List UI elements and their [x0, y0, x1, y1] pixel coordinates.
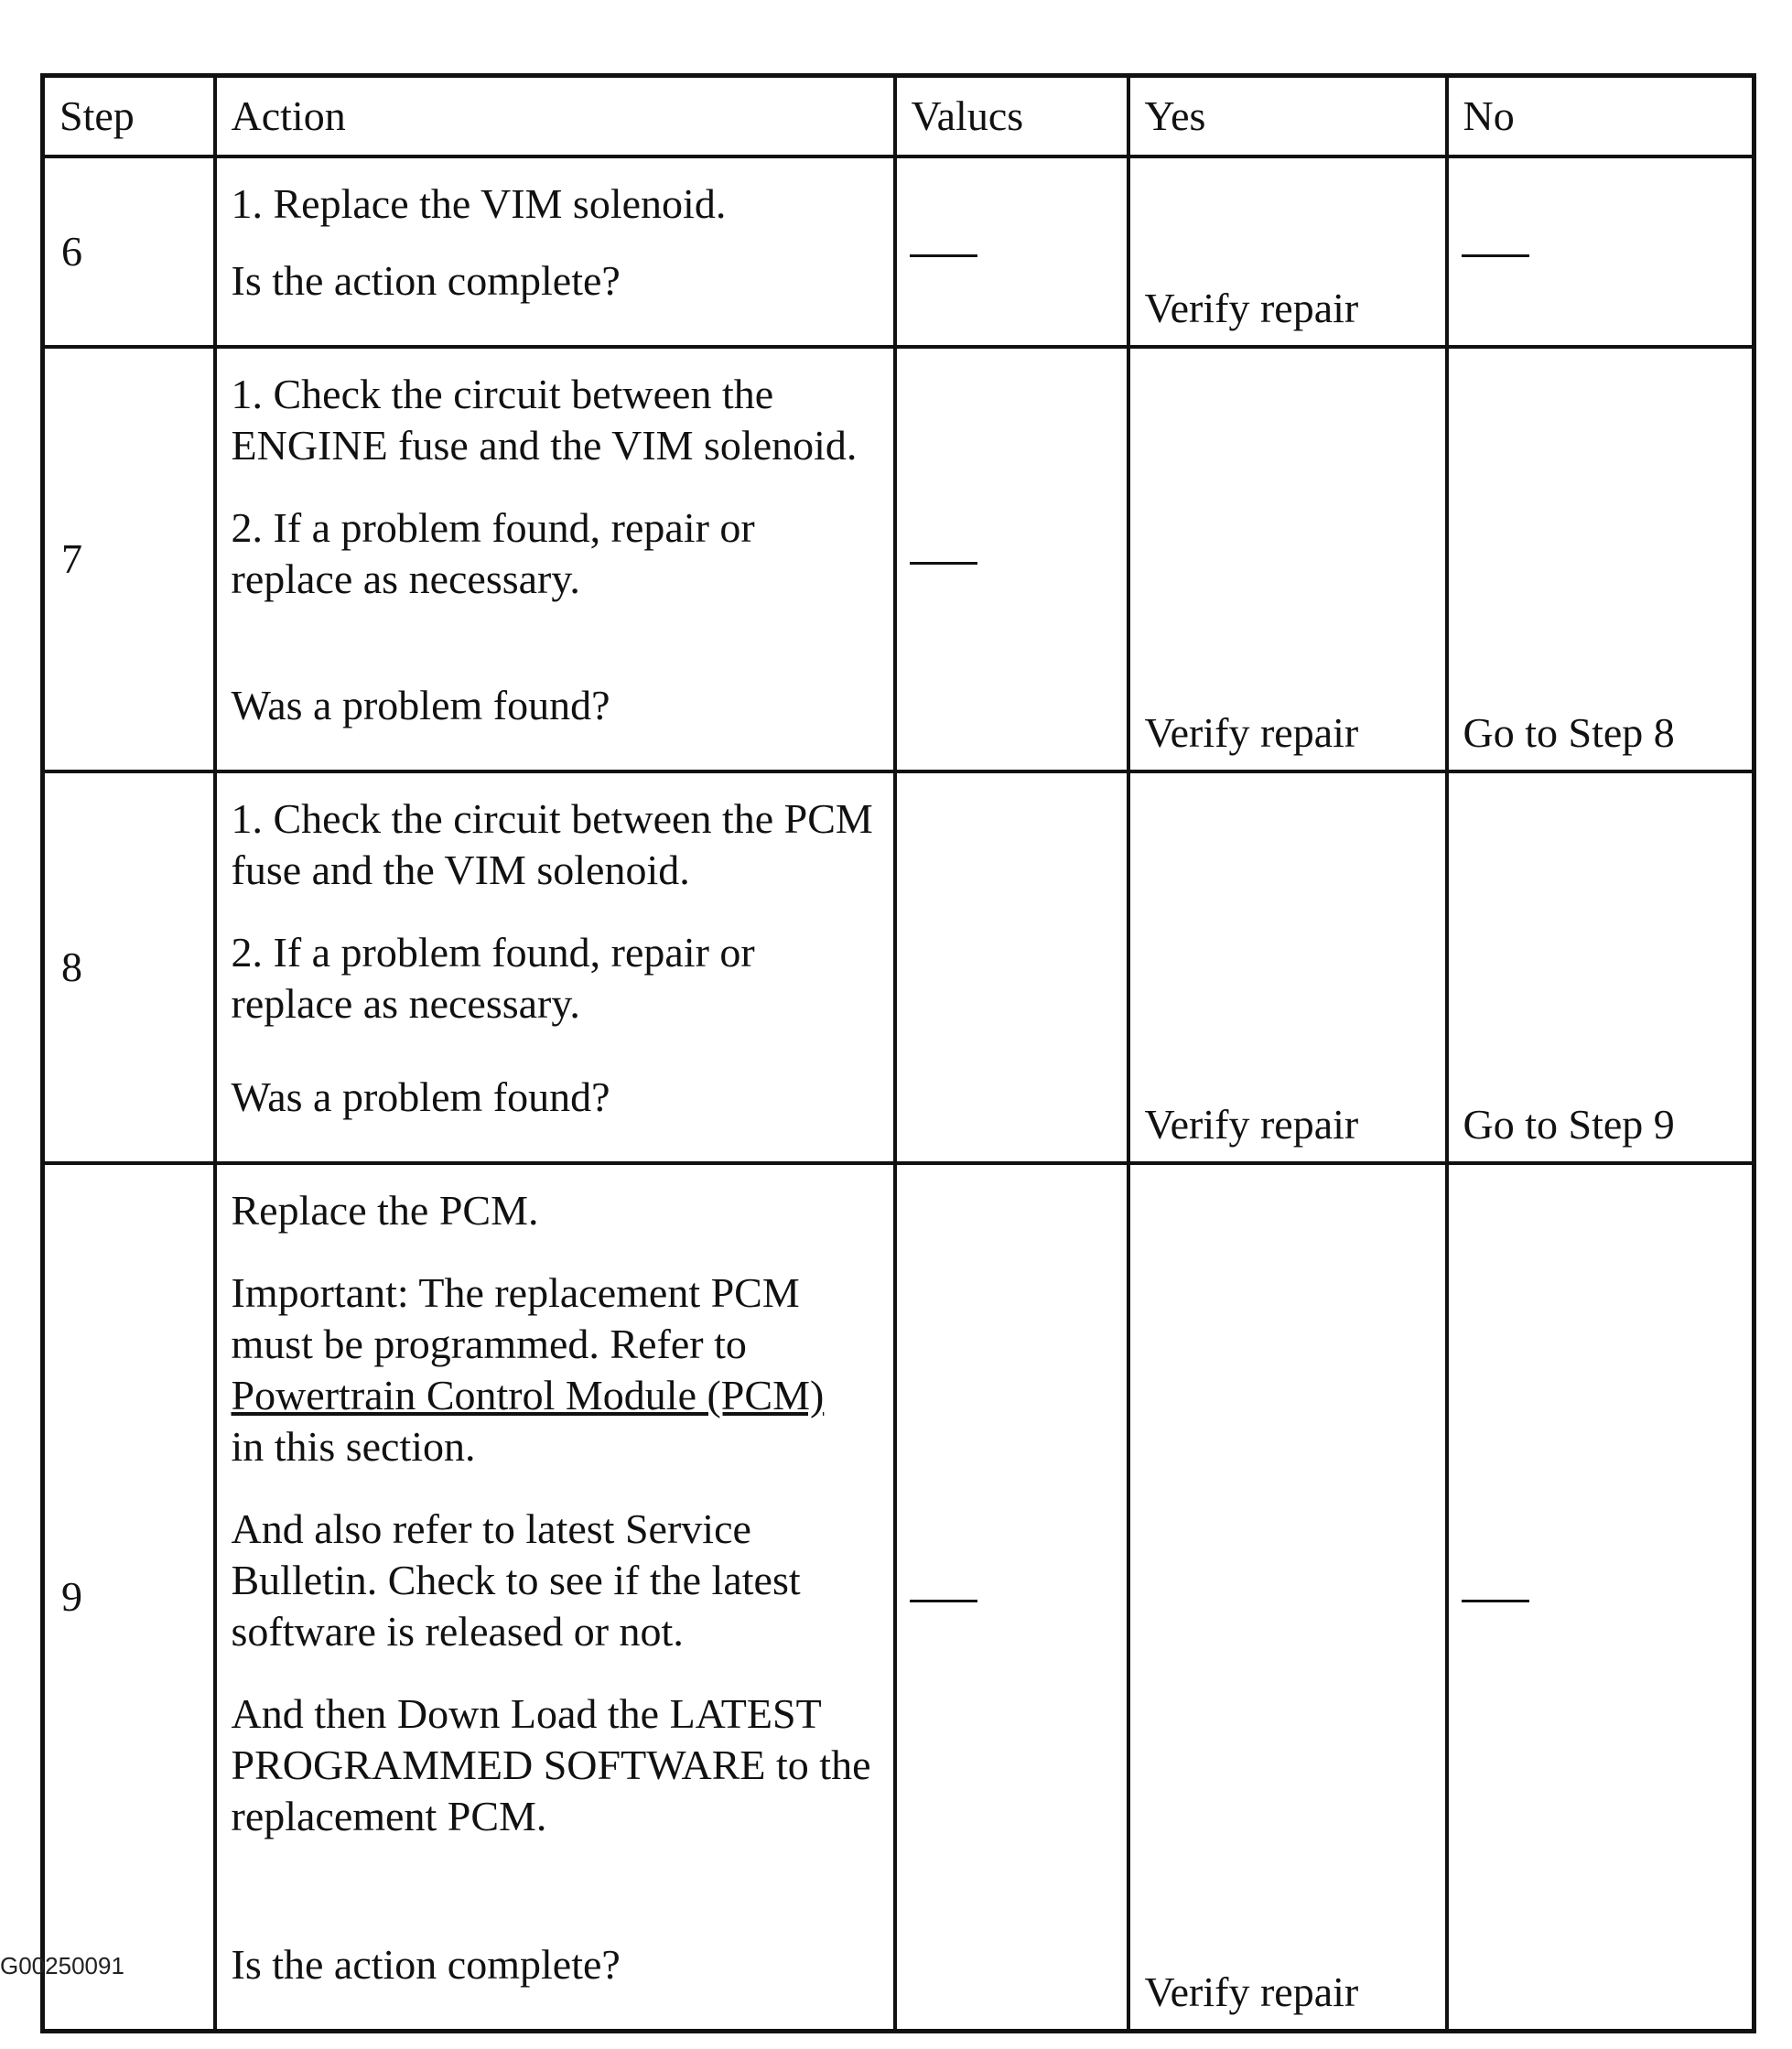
step-number: 6: [43, 156, 215, 347]
step-number: 7: [43, 347, 215, 771]
action-cell: [215, 771, 895, 1163]
action-text: And then Down Load the LATEST PROGRAMMED SOFTWARE to the replacement PCM.: [231, 1690, 871, 1839]
values-cell: [895, 771, 1128, 1163]
header-row: [43, 76, 1754, 157]
no-cell: Go to Step 9: [1447, 771, 1754, 1163]
table-row: [43, 347, 1754, 771]
yes-cell: Verify repair: [1128, 1163, 1447, 2032]
header-no: No: [1447, 76, 1754, 157]
yes-cell: Verify repair: [1128, 156, 1447, 347]
action-text: 1. Check the circuit between the ENGINE fuse and the VIM solenoid.: [231, 371, 858, 469]
header-yes: Yes: [1128, 76, 1447, 157]
action-text: 2. If a problem found, repair or replace as necessary.: [231, 504, 755, 602]
values-cell: [895, 156, 1128, 347]
yes-cell: Verify repair: [1128, 771, 1447, 1163]
action-question: Is the action complete?: [231, 257, 621, 304]
reference-suffix: in this section.: [231, 1423, 476, 1470]
no-cell: Go to Step 8: [1447, 347, 1754, 771]
diagnostic-table: [40, 73, 1756, 2033]
header-action: Action: [215, 76, 895, 157]
values-cell: [895, 1163, 1128, 2032]
action-cell: [215, 1163, 895, 2032]
dash-mark: [910, 1600, 977, 1602]
dash-mark: [1462, 254, 1529, 257]
yes-cell: Verify repair: [1128, 347, 1447, 771]
step-number: 9: [43, 1163, 215, 2032]
dash-mark: [1462, 1600, 1529, 1602]
action-text: 1. Replace the VIM solenoid.: [231, 180, 727, 227]
header-step: Step: [43, 76, 215, 157]
table-row: [43, 156, 1754, 347]
action-question: Was a problem found?: [231, 1073, 610, 1120]
step-number: 8: [43, 771, 215, 1163]
important-text: Important: The replacement PCM must be programmed. Refer to: [231, 1269, 800, 1367]
action-cell: [215, 156, 895, 347]
action-text: And also refer to latest Service Bulletin. Check to see if the latest software is released or not.: [231, 1505, 801, 1655]
table-row: [43, 771, 1754, 1163]
header-values: Valucs: [895, 76, 1128, 157]
no-cell: [1447, 1163, 1754, 2032]
important-note: [232, 1267, 882, 1472]
dash-mark: [910, 562, 977, 565]
values-cell: [895, 347, 1128, 771]
action-question: Was a problem found?: [231, 682, 610, 728]
action-text: Replace the PCM.: [231, 1187, 539, 1234]
table-row: [43, 1163, 1754, 2032]
action-text: 1. Check the circuit between the PCM fuse and the VIM solenoid.: [231, 795, 873, 893]
action-question: Is the action complete?: [231, 1941, 621, 1988]
dash-mark: [910, 254, 977, 257]
action-cell: [215, 347, 895, 771]
action-text: 2. If a problem found, repair or replace as necessary.: [231, 929, 755, 1027]
pcm-reference-link[interactable]: Powertrain Control Module (PCM): [231, 1372, 825, 1418]
figure-code: G00250091: [0, 1952, 124, 1979]
no-cell: [1447, 156, 1754, 347]
